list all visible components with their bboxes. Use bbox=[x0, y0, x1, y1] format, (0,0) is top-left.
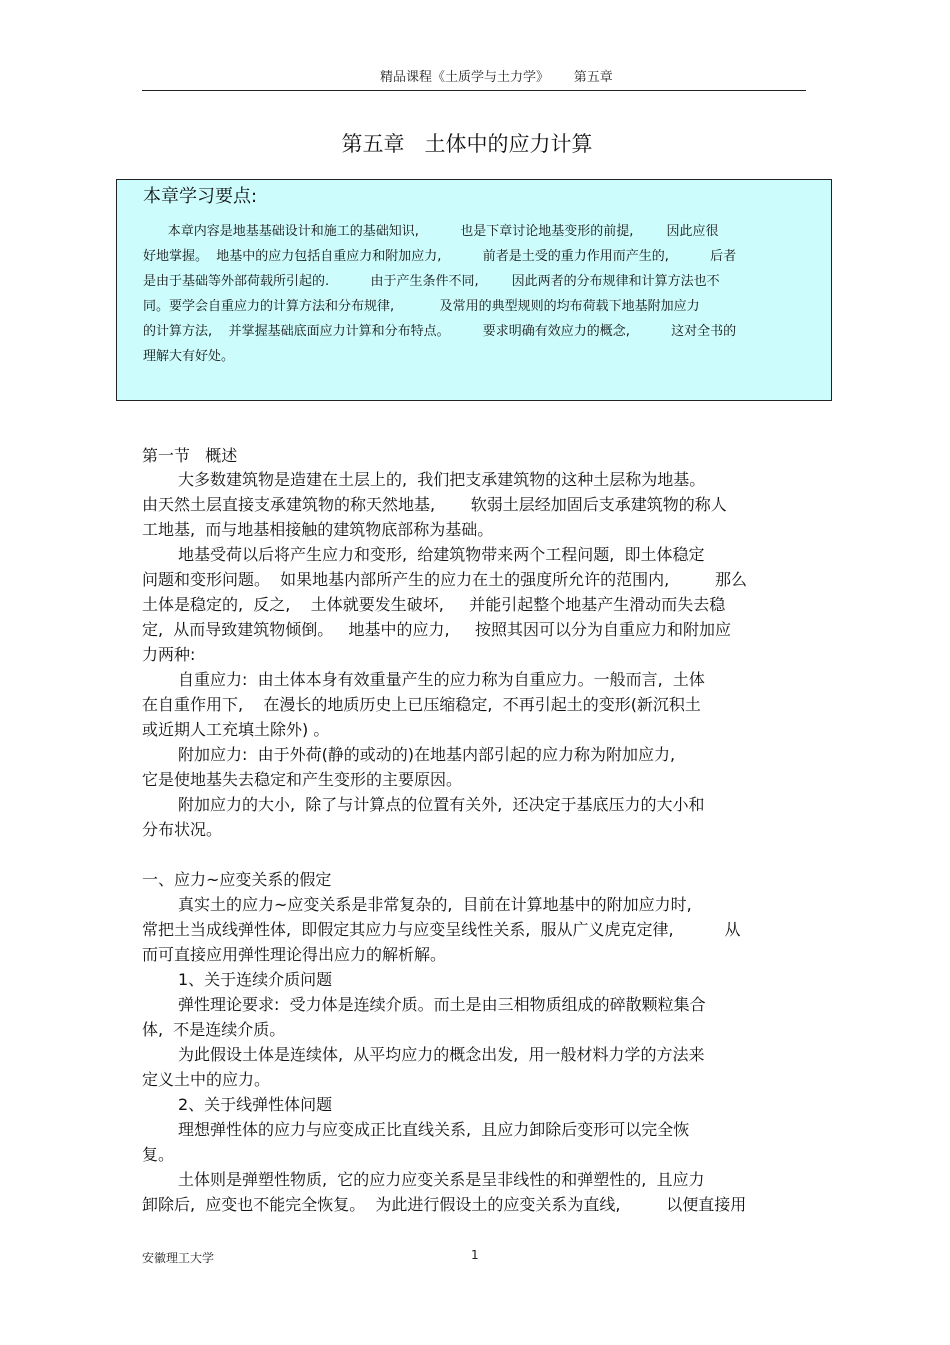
keypoints-line: 本章内容是地基基础设计和施工的基础知识, 也是下章讨论地基变形的前提, 因此应很 bbox=[143, 224, 719, 239]
section-heading: 第一节 概述 bbox=[142, 446, 238, 465]
paragraph-line: 定义土中的应力。 bbox=[142, 1070, 271, 1089]
paragraph-line: 土体则是弹塑性物质, 它的应力应变关系是呈非线性的和弹塑性的, 且应力 bbox=[178, 1170, 705, 1189]
paragraph-line: 或近期人工充填土除外) 。 bbox=[142, 720, 330, 739]
paragraph-line: 地基受荷以后将产生应力和变形, 给建筑物带来两个工程问题, 即土体稳定 bbox=[178, 545, 705, 564]
paragraph-line: 力两种: bbox=[142, 645, 196, 664]
paragraph-line: 大多数建筑物是造建在土层上的, 我们把支承建筑物的这种土层称为地基。 bbox=[178, 470, 706, 489]
paragraph-line: 理想弹性体的应力与应变成正比直线关系, 且应力卸除后变形可以完全恢 bbox=[178, 1120, 690, 1139]
section-heading: 一、应力~应变关系的假定 bbox=[142, 870, 332, 889]
paragraph-line: 分布状况。 bbox=[142, 820, 223, 839]
paragraph-line: 体, 不是连续介质。 bbox=[142, 1020, 286, 1039]
paragraph-line: 附加应力: 由于外荷(静的或动的)在地基内部引起的应力称为附加应力, bbox=[178, 745, 676, 764]
paragraph-line: 常把土当成线弹性体, 即假定其应力与应变呈线性关系, 服从广义虎克定律, 从 bbox=[142, 920, 741, 939]
paragraph-line: 卸除后, 应变也不能完全恢复。 为此进行假设土的应变关系为直线, 以便直接用 bbox=[142, 1195, 747, 1214]
keypoints-line: 的计算方法, 并掌握基础底面应力计算和分布特点。 要求明确有效应力的概念, 这对全书的 bbox=[143, 324, 737, 339]
keypoints-line: 理解大有好处。 bbox=[143, 349, 235, 364]
subsection-heading: 1、关于连续介质问题 bbox=[178, 970, 333, 989]
paragraph-line: 自重应力: 由土体本身有效重量产生的应力称为自重应力。一般而言, 土体 bbox=[178, 670, 705, 689]
keypoints-box bbox=[116, 179, 832, 401]
keypoints-line: 好地掌握。 地基中的应力包括自重应力和附加应力, 前者是土受的重力作用而产生的, 后者 bbox=[143, 249, 737, 264]
page-number: 1 bbox=[471, 1248, 479, 1262]
paragraph-line: 为此假设土体是连续体, 从平均应力的概念出发, 用一般材料力学的方法来 bbox=[178, 1045, 705, 1064]
paragraph-line: 弹性理论要求: 受力体是连续介质。而土是由三相物质组成的碎散颗粒集合 bbox=[178, 995, 706, 1014]
paragraph-line: 工地基, 而与地基相接触的建筑物底部称为基础。 bbox=[142, 520, 494, 539]
header-rule bbox=[142, 90, 806, 91]
chapter-title: 第五章 土体中的应力计算 bbox=[341, 132, 593, 156]
paragraph-line: 土体是稳定的, 反之, 土体就要发生破坏, 并能引起整个地基产生滑动而失去稳 bbox=[142, 595, 726, 614]
subsection-heading: 2、关于线弹性体问题 bbox=[178, 1095, 333, 1114]
paragraph-line: 而可直接应用弹性理论得出应力的解析解。 bbox=[142, 945, 447, 964]
paragraph-line: 它是使地基失去稳定和产生变形的主要原因。 bbox=[142, 770, 463, 789]
paragraph-line: 定, 从而导致建筑物倾倒。 地基中的应力, 按照其因可以分为自重应力和附加应 bbox=[142, 620, 732, 639]
paragraph-line: 由天然土层直接支承建筑物的称天然地基, 软弱土层经加固后支承建筑物的称人 bbox=[142, 495, 727, 514]
running-header: 精品课程《土质学与土力学》 第五章 bbox=[380, 70, 613, 85]
keypoints-line: 同。要学会自重应力的计算方法和分布规律, 及常用的典型规则的均布荷载下地基附加应力 bbox=[143, 299, 700, 314]
paragraph-line: 附加应力的大小, 除了与计算点的位置有关外, 还决定于基底压力的大小和 bbox=[178, 795, 705, 814]
paragraph-line: 复。 bbox=[142, 1145, 175, 1164]
paragraph-line: 问题和变形问题。 如果地基内部所产生的应力在土的强度所允许的范围内, 那么 bbox=[142, 570, 748, 589]
keypoints-line: 是由于基础等外部荷载所引起的. 由于产生条件不同, 因此两者的分布规律和计算方法也不 bbox=[143, 274, 720, 289]
paragraph-line: 在自重作用下, 在漫长的地质历史上已压缩稳定, 不再引起土的变形(新沉积土 bbox=[142, 695, 701, 714]
footer-institution: 安徽理工大学 bbox=[142, 1251, 215, 1265]
paragraph-line: 真实土的应力~应变关系是非常复杂的, 目前在计算地基中的附加应力时, bbox=[178, 895, 692, 914]
keypoints-title: 本章学习要点: bbox=[143, 186, 258, 207]
